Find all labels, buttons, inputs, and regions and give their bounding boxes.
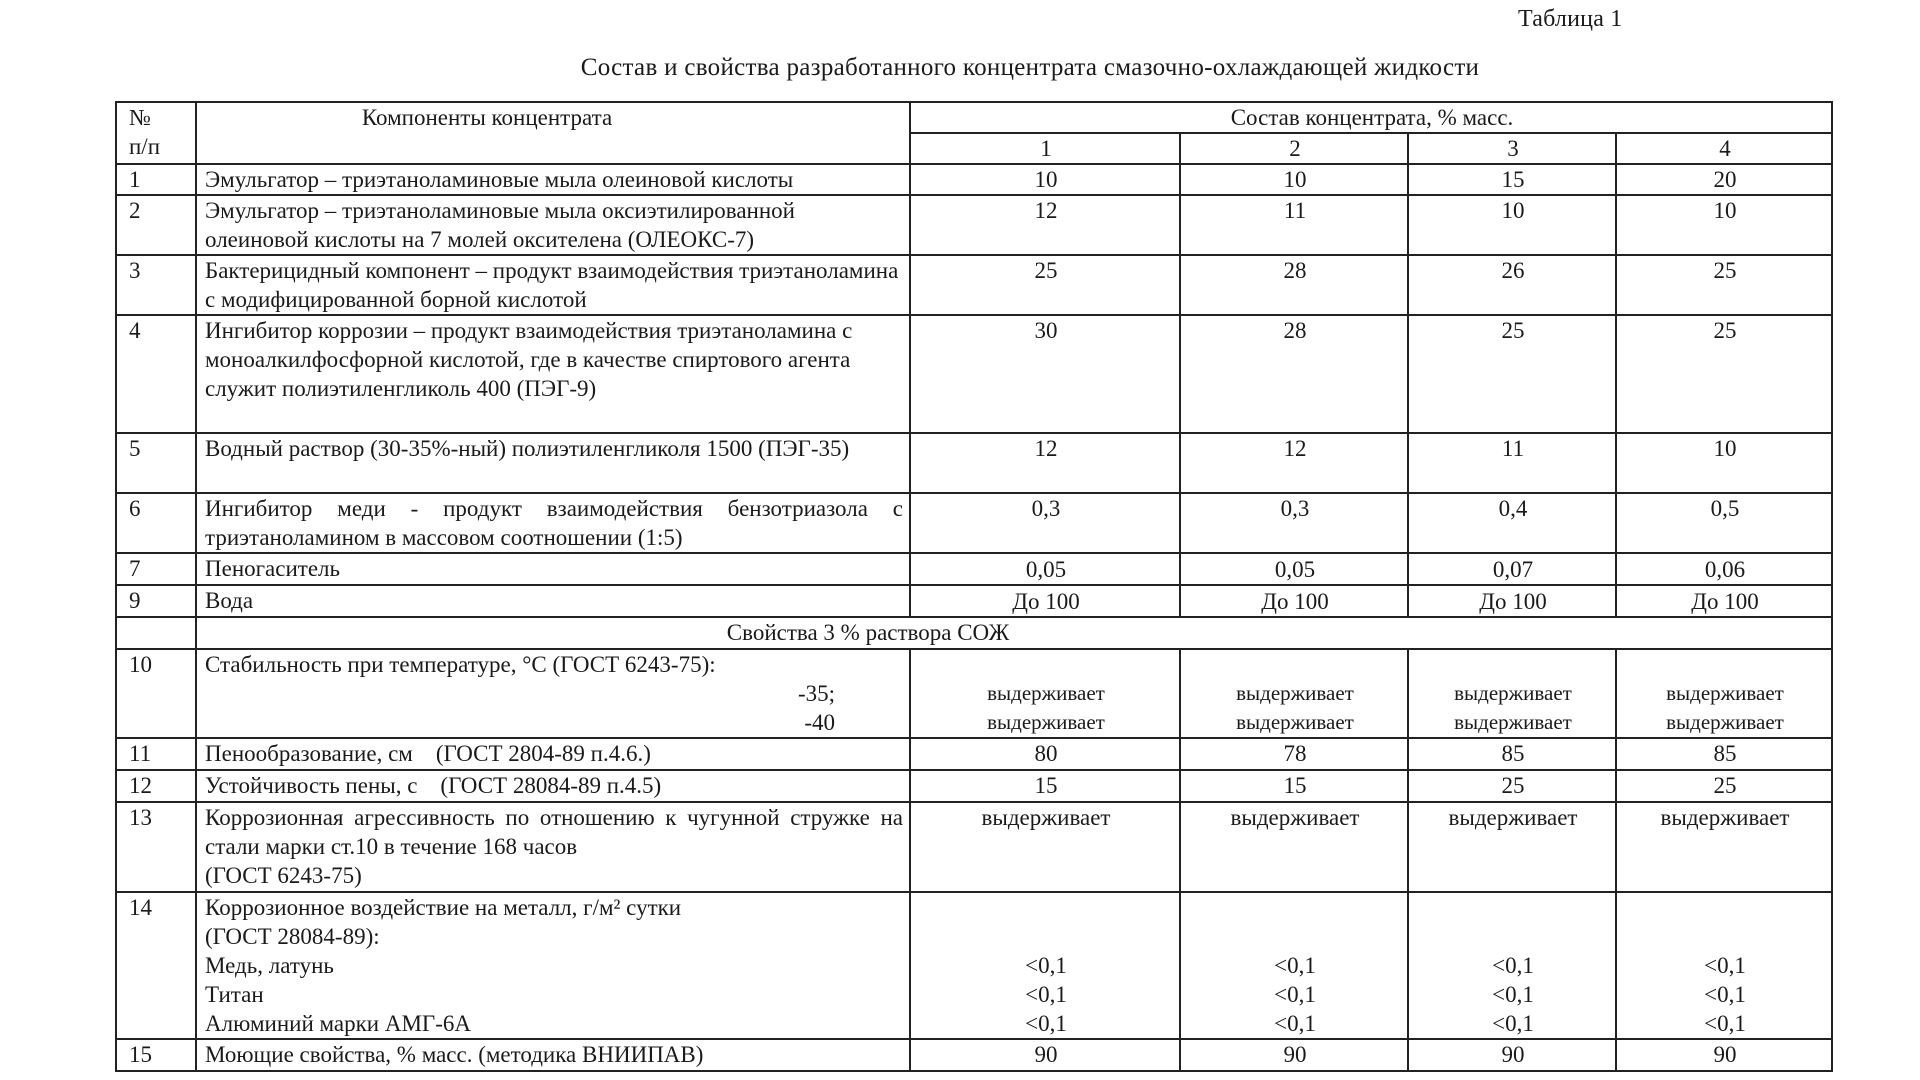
row-value: 0,07 bbox=[1408, 553, 1616, 585]
row14-value: <0,1 bbox=[1025, 982, 1067, 1007]
row-num: 12 bbox=[116, 770, 196, 802]
row-value: 11 bbox=[1408, 433, 1616, 493]
row-num: 5 bbox=[116, 433, 196, 493]
row14-title: Коррозионное воздействие на металл, г/м² сутки bbox=[205, 895, 682, 920]
header-num-cell bbox=[116, 102, 196, 164]
row-name: Пенообразование, см (ГОСТ 2804-89 п.4.6.) bbox=[196, 738, 910, 770]
table-row bbox=[116, 770, 1832, 802]
row-num: 6 bbox=[116, 493, 196, 553]
row-value: 25 bbox=[1616, 770, 1832, 802]
table-caption: Таблица 1 bbox=[1518, 6, 1623, 32]
row-value: 12 bbox=[910, 433, 1180, 493]
row-value: 10 bbox=[1616, 195, 1832, 255]
header-composition: Состав концентрата, % масс. bbox=[910, 102, 1832, 133]
row-value: 15 bbox=[910, 770, 1180, 802]
row-value: 28 bbox=[1180, 255, 1408, 315]
row10-value: выдерживает bbox=[1236, 710, 1354, 734]
row-value: До 100 bbox=[1616, 585, 1832, 617]
table-row bbox=[116, 315, 1832, 433]
row-num: 15 bbox=[116, 1039, 196, 1071]
row14-value: <0,1 bbox=[1704, 982, 1746, 1007]
row14-value: <0,1 bbox=[1025, 1011, 1067, 1036]
table-row bbox=[116, 738, 1832, 770]
header-num-symbol: № bbox=[129, 105, 151, 130]
row-value: 10 bbox=[1408, 195, 1616, 255]
row-value: выдерживает bbox=[910, 802, 1180, 892]
row10-value: выдерживает bbox=[1666, 681, 1784, 705]
row-name bbox=[196, 649, 910, 738]
row-value: 0,05 bbox=[910, 553, 1180, 585]
row-num: 4 bbox=[116, 315, 196, 433]
row-value bbox=[1616, 892, 1832, 1039]
header-col-4: 4 bbox=[1616, 133, 1832, 164]
row-name: Моющие свойства, % масс. (методика ВНИИПАВ) bbox=[196, 1039, 910, 1071]
row-value: 80 bbox=[910, 738, 1180, 770]
row-value: 26 bbox=[1408, 255, 1616, 315]
row-value: 28 bbox=[1180, 315, 1408, 433]
row-value: 85 bbox=[1408, 738, 1616, 770]
row-value: 90 bbox=[1408, 1039, 1616, 1071]
table-row bbox=[116, 802, 1832, 892]
row14-standard: (ГОСТ 28084-89): bbox=[205, 924, 380, 949]
row-name bbox=[196, 892, 910, 1039]
row14-value: <0,1 bbox=[1274, 953, 1316, 978]
table-title: Состав и свойства разработанного концентрата смазочно-охлаждающей жидкости bbox=[580, 54, 1480, 81]
row-value: 12 bbox=[1180, 433, 1408, 493]
row-value: 25 bbox=[1408, 770, 1616, 802]
row10-title: Стабильность при температуре, °С (ГОСТ 6243-75): bbox=[205, 652, 716, 677]
row14-metal: Медь, латунь bbox=[205, 953, 334, 978]
header-num-abbr: п/п bbox=[129, 134, 161, 159]
row-value: 25 bbox=[1408, 315, 1616, 433]
row-name: Эмульгатор – триэтаноламиновые мыла оксиэтилированной олеиновой кислоты на 7 молей оксителена (ОЛЕОКС-7) bbox=[196, 195, 910, 255]
header-components: Компоненты концентрата bbox=[196, 102, 910, 164]
row-value: 10 bbox=[1616, 433, 1832, 493]
properties-header: Свойства 3 % раствора СОЖ bbox=[196, 617, 1832, 649]
row-value bbox=[910, 649, 1180, 738]
row14-metal: Алюминий марки АМГ-6А bbox=[205, 1011, 471, 1036]
row-value: выдерживает bbox=[1616, 802, 1832, 892]
row-value: 30 bbox=[910, 315, 1180, 433]
properties-header-empty bbox=[116, 617, 196, 649]
row13-name-main: Коррозионная агрессивность по отношению к чугунной стружке на стали марки ст.10 в течение 168 часов bbox=[205, 805, 903, 859]
row-value: 15 bbox=[1408, 164, 1616, 195]
table-row bbox=[116, 892, 1832, 1039]
row14-value: <0,1 bbox=[1704, 1011, 1746, 1036]
row10-value: выдерживает bbox=[1454, 710, 1572, 734]
row-value: 11 bbox=[1180, 195, 1408, 255]
row-value: 0,05 bbox=[1180, 553, 1408, 585]
row-value bbox=[1180, 892, 1408, 1039]
row-value: 90 bbox=[910, 1039, 1180, 1071]
row-num: 2 bbox=[116, 195, 196, 255]
row-name: Пеногаситель bbox=[196, 553, 910, 585]
row-value: 20 bbox=[1616, 164, 1832, 195]
row-value: 90 bbox=[1616, 1039, 1832, 1071]
row-value: 10 bbox=[910, 164, 1180, 195]
composition-table bbox=[115, 101, 1833, 1072]
row-value bbox=[1616, 649, 1832, 738]
row-name bbox=[196, 802, 910, 892]
row-value: 25 bbox=[1616, 255, 1832, 315]
table-row bbox=[116, 164, 1832, 195]
row-value: 12 bbox=[910, 195, 1180, 255]
row-value bbox=[910, 892, 1180, 1039]
row-name: Эмульгатор – триэтаноламиновые мыла олеиновой кислоты bbox=[196, 164, 910, 195]
row14-value: <0,1 bbox=[1274, 1011, 1316, 1036]
table-row bbox=[116, 553, 1832, 585]
row-value: 10 bbox=[1180, 164, 1408, 195]
row-name: Ингибитор меди - продукт взаимодействия бензотриазола с триэтаноламином в массовом соотношении (1:5) bbox=[196, 493, 910, 553]
table-row bbox=[116, 433, 1832, 493]
row-value: До 100 bbox=[1180, 585, 1408, 617]
row-num: 1 bbox=[116, 164, 196, 195]
row10-value: выдерживает bbox=[1236, 681, 1354, 705]
row-name: Устойчивость пены, с (ГОСТ 28084-89 п.4.5) bbox=[196, 770, 910, 802]
table-row bbox=[116, 649, 1832, 738]
row-value: До 100 bbox=[1408, 585, 1616, 617]
row-value: 78 bbox=[1180, 738, 1408, 770]
row-value: выдерживает bbox=[1408, 802, 1616, 892]
properties-header-row bbox=[116, 617, 1832, 649]
row-num: 7 bbox=[116, 553, 196, 585]
table-row bbox=[116, 255, 1832, 315]
row10-value: выдерживает bbox=[1666, 710, 1784, 734]
row-name: Ингибитор коррозии – продукт взаимодействия триэтаноламина с моноалкилфосфорной кислотой, где в качестве спиртового агента служит полиэтиленгликоль 400 (ПЭГ-9) bbox=[196, 315, 910, 433]
row14-value: <0,1 bbox=[1492, 1011, 1534, 1036]
row14-value: <0,1 bbox=[1492, 953, 1534, 978]
row-name: Бактерицидный компонент – продукт взаимодействия триэтаноламина с модифицированной борной кислотой bbox=[196, 255, 910, 315]
row-value: 90 bbox=[1180, 1039, 1408, 1071]
row-value bbox=[1408, 892, 1616, 1039]
row10-temp-1: -35; bbox=[797, 681, 835, 706]
row-value: 0,06 bbox=[1616, 553, 1832, 585]
header-col-1: 1 bbox=[910, 133, 1180, 164]
table-row bbox=[116, 1039, 1832, 1071]
header-row-1 bbox=[116, 102, 1832, 133]
row14-metal: Титан bbox=[205, 982, 264, 1007]
row-value: 0,3 bbox=[910, 493, 1180, 553]
row-value bbox=[1408, 649, 1616, 738]
row14-value: <0,1 bbox=[1274, 982, 1316, 1007]
row-value: 0,4 bbox=[1408, 493, 1616, 553]
header-col-2: 2 bbox=[1180, 133, 1408, 164]
row-name: Вода bbox=[196, 585, 910, 617]
table-row bbox=[116, 195, 1832, 255]
header-col-3: 3 bbox=[1408, 133, 1616, 164]
row-name: Водный раствор (30-35%-ный) полиэтиленгликоля 1500 (ПЭГ-35) bbox=[196, 433, 910, 493]
row-num: 11 bbox=[116, 738, 196, 770]
row-value: 15 bbox=[1180, 770, 1408, 802]
row-num: 10 bbox=[116, 649, 196, 738]
row-num: 13 bbox=[116, 802, 196, 892]
row-value: 25 bbox=[910, 255, 1180, 315]
row10-temp-2: -40 bbox=[804, 710, 835, 735]
table-row bbox=[116, 585, 1832, 617]
row10-value: выдерживает bbox=[1454, 681, 1572, 705]
row-value: 85 bbox=[1616, 738, 1832, 770]
row-value: 0,3 bbox=[1180, 493, 1408, 553]
table-row bbox=[116, 493, 1832, 553]
row-value bbox=[1180, 649, 1408, 738]
row-value: 25 bbox=[1616, 315, 1832, 433]
row-num: 9 bbox=[116, 585, 196, 617]
row13-name-standard: (ГОСТ 6243-75) bbox=[205, 863, 362, 888]
row14-value: <0,1 bbox=[1025, 953, 1067, 978]
row-value: выдерживает bbox=[1180, 802, 1408, 892]
row10-value: выдерживает bbox=[987, 710, 1105, 734]
row10-value: выдерживает bbox=[987, 681, 1105, 705]
row14-value: <0,1 bbox=[1492, 982, 1534, 1007]
row-value: 0,5 bbox=[1616, 493, 1832, 553]
row-num: 14 bbox=[116, 892, 196, 1039]
row-num: 3 bbox=[116, 255, 196, 315]
row-value: До 100 bbox=[910, 585, 1180, 617]
row14-value: <0,1 bbox=[1704, 953, 1746, 978]
